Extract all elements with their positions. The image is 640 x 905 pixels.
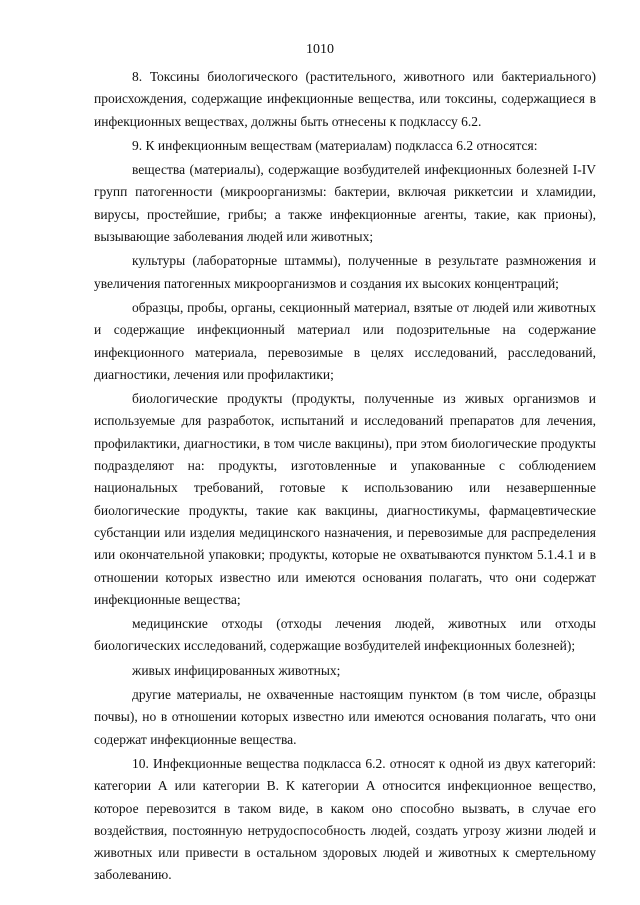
list-item-other-materials: другие материалы, не охваченные настоящим пунктом (в том числе, образцы почвы), но в отношении которых известно или имеются основания полагать, что они содержат инфекционные вещества. [94, 687, 596, 747]
list-item-medical-waste: медицинские отходы (отходы лечения людей, животных или отходы биологических исследований, содержащие возбудителей инфекционных болезней); [94, 616, 596, 654]
list-item-cultures: культуры (лабораторные штаммы), полученные в результате размножения и увеличения патогенных микроорганизмов и создания их высоких концентраций; [94, 253, 596, 291]
list-item-substances: вещества (материалы), содержащие возбудителей инфекционных болезней I-IV групп патогенности (микроорганизмы: бактерии, включая риккетсии и хламидии, вирусы, простейшие, грибы; а также инфекционные агенты, такие, как прионы), вызывающие заболевания людей или животных; [94, 162, 596, 245]
list-item-infected-animals: живых инфицированных животных; [132, 662, 341, 678]
document-body [94, 66, 596, 887]
list-item-biological-products: биологические продукты (продукты, полученные из живых организмов и используемые для разработок, испытаний и исследований препаратов для лечения, профилактики, диагностики, в том числе вакцины), при этом биологические продукты подразделяют на: продукты, изготовленные и упакованные с соблюдением национальных требований, готовые к использованию или незавершенные биологические продукты, такие как вакцины, диагностикумы, фармацевтические субстанции или изделия медицинского назначения, и перевозимые для распределения или окончательной упаковки; продукты, которые не охватываются пунктом 5.1.4.1 и в отношении которых известно или имеются основания полагать, что они содержат инфекционные вещества; [94, 391, 596, 607]
paragraph-10: 10. Инфекционные вещества подкласса 6.2. относят к одной из двух категорий: категории А или категории В. К категории А относится инфекционное вещество, которое перевозится в таком виде, в каком оно способно вызвать, в случае его воздействия, постоянную нетрудоспособность людей, создать угрозу жизни людей и животных или привести в остальном здоровых людей и животных к смертельному заболеванию. [94, 755, 596, 883]
page-number: 1010 [306, 42, 334, 57]
paragraph-8: 8. Токсины биологического (растительного, животного или бактериального) происхождения, содержащие инфекционные вещества, или токсины, содержащиеся в инфекционных веществах, должны быть отнесены к подклассу 6.2. [94, 69, 596, 129]
paragraph-9: 9. К инфекционным веществам (материалам) подкласса 6.2 относятся: [132, 137, 538, 153]
list-item-samples: образцы, пробы, органы, секционный материал, взятые от людей или животных и содержащие инфекционный материал или подозрительные на содержание инфекционного материала, перевозимые в целях исследований, расследований, диагностики, лечения или профилактики; [94, 299, 596, 382]
